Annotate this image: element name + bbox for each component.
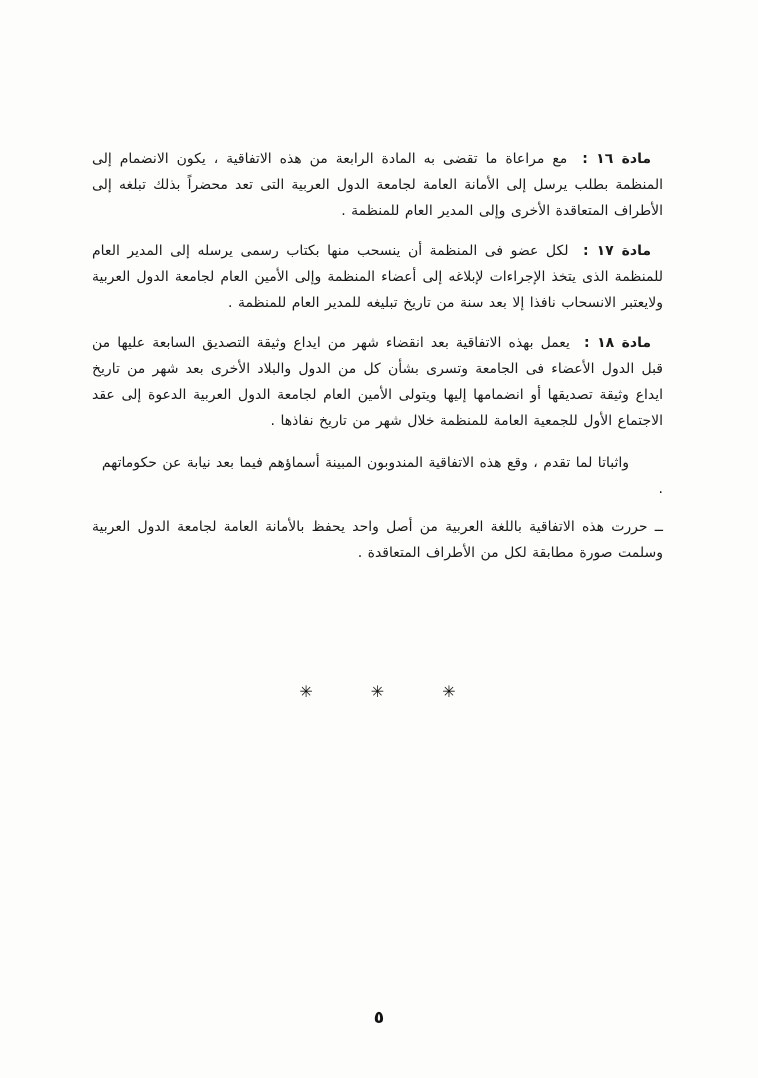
- page-number: ٥: [373, 1008, 385, 1028]
- article-17: [92, 238, 663, 316]
- asterisk-icon: ✳: [442, 682, 456, 701]
- article-17-label: مادة ١٧ :: [583, 243, 652, 259]
- article-18: [92, 330, 663, 434]
- article-16-label: مادة ١٦ :: [582, 151, 651, 167]
- asterisk-separator: [92, 682, 663, 701]
- closing-paragraph-deposit: ــ حررت هذه الاتفاقية باللغة العربية من أصل واحد يحفظ بالأمانة العامة لجامعة الدول العربية وسلمت صورة مطابقة لكل من الأطراف المتعاقدة .: [92, 519, 663, 561]
- article-18-text: يعمل بهذه الاتفاقية بعد انقضاء شهر من ايداع وثيقة التصديق السابعة عليها من قبل الدول الأعضاء فى الجامعة وتسرى بشأن كل من الدول والبلاد الأخرى بعد شهر من تاريخ ايداع وثيقة تصديقها أو انضمامها إليها ويتولى الأمين العام لجامعة الدول العربية الدعوة إلى عقد الاجتماع الأول للجمعية العامة للمنظمة خلال شهر من تاريخ نفاذها .: [92, 335, 663, 429]
- article-18-label: مادة ١٨ :: [583, 335, 652, 351]
- article-16: [92, 146, 663, 224]
- page-content: [92, 146, 663, 701]
- article-16-text: مع مراعاة ما تقضى به المادة الرابعة من هذه الاتفاقية ، يكون الانضمام إلى المنظمة بطلب يرسل إلى الأمانة العامة لجامعة الدول العربية التى تعد محضراً بذلك تبلغه إلى الأطراف المتعاقدة الأخرى وإلى المدير العام للمنظمة .: [92, 151, 663, 219]
- closing-paragraph-signatories: واثباتا لما تقدم ، وقع هذه الاتفاقية المندوبون المبينة أسماؤهم فيما بعد نيابة عن حكوماتهم .: [101, 455, 663, 497]
- asterisk-icon: ✳: [370, 682, 385, 701]
- article-17-text: لكل عضو فى المنظمة أن ينسحب منها بكتاب رسمى يرسله إلى المدير العام للمنظمة الذى يتخذ الإجراءات لإبلاغه إلى أعضاء المنظمة وإلى الأمين العام لجامعة الدول العربية ولايعتبر الانسحاب نافذا إلا بعد سنة من تاريخ تبليغه للمدير العام للمنظمة .: [92, 243, 663, 311]
- asterisk-icon: ✳: [299, 682, 313, 701]
